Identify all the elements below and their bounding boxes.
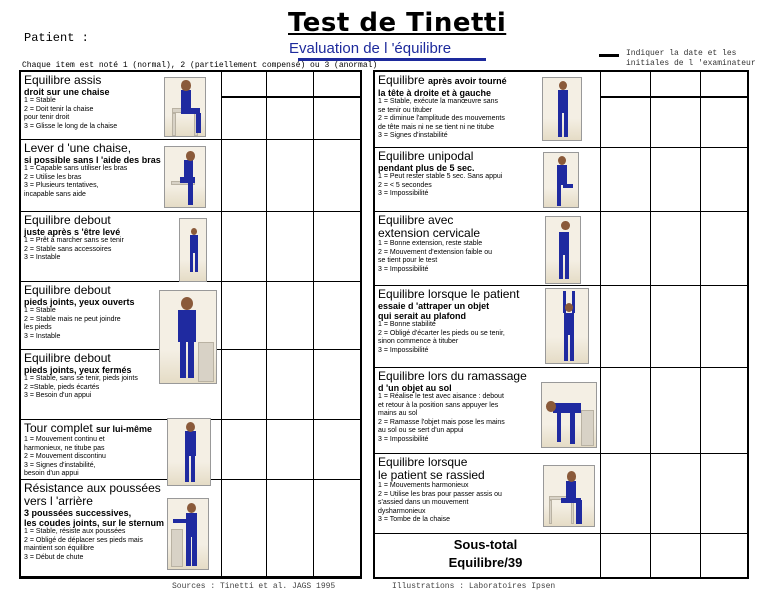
item-title-text: Equilibre debout: [24, 283, 111, 297]
scoring-scale-note: Chaque item est noté 1 (normal), 2 (partiellement compensé) ou 3 (anormal): [22, 61, 378, 70]
sitting-down-figure: [543, 465, 595, 527]
score-option: 1 = Mouvement continu et: [24, 436, 105, 443]
chair-shape: [198, 342, 214, 382]
patient-label: Patient :: [24, 31, 89, 45]
score-option: 3 = Instable: [24, 254, 61, 261]
score-option: 1 = Bonne extension, reste stable: [378, 240, 483, 247]
figure-body: [178, 310, 196, 342]
bending-figure: [541, 382, 597, 448]
score-option: 3 = Impossibilité: [378, 190, 429, 197]
figure-head: [181, 297, 193, 310]
item-title-text: Lever d 'une chaise,: [24, 141, 132, 155]
score-column-divider: [650, 72, 651, 577]
item-subtitle: pieds joints, yeux fermés: [24, 365, 132, 375]
score-option: 3 = Tombe de la chaise: [378, 516, 451, 523]
figure-head: [561, 221, 570, 230]
item-subtitle-line2: les coudes joints, sur le sternum: [24, 518, 165, 528]
figure-head: [558, 156, 566, 165]
item-title-line2: le patient se rassied: [378, 468, 485, 482]
chair-shape: [171, 529, 183, 567]
score-option: 3 = Signes d'instabilité,: [24, 461, 96, 469]
rising-figure: [164, 146, 206, 208]
figure-head: [186, 151, 195, 161]
seated-figure: [164, 77, 206, 137]
figure-head: [187, 503, 196, 513]
standing-figure: [179, 218, 207, 282]
figure-body: [191, 455, 195, 482]
figure-body: [190, 253, 193, 273]
figure-body: [180, 340, 186, 378]
item-subtitle: d 'un objet au sol: [378, 383, 452, 393]
chair-shape: [172, 113, 175, 136]
item-title-text: Equilibre debout: [24, 213, 111, 227]
subtotal-line2: Equilibre/39: [448, 555, 523, 570]
item-title-text: Equilibre lorsque le patient: [378, 287, 520, 301]
chair-shape: [571, 500, 574, 524]
score-option: 2 = Doit tenir la chaise: [24, 105, 94, 113]
score-option: 3 = Impossibilité: [378, 265, 429, 273]
score-option: 2 =Stable, pieds écartés: [24, 383, 100, 391]
score-option: 1 = Capable sans utiliser les bras: [24, 165, 128, 172]
left-assessment-table: [19, 70, 362, 579]
figure-body: [558, 90, 568, 113]
item-subtitle: si possible sans l 'aide des bras: [24, 155, 161, 165]
chair-shape: [581, 410, 594, 447]
item-title-text: Equilibre avec: [378, 213, 454, 227]
score-option: 1 = Réalise le test avec aisance : debout: [378, 393, 504, 400]
figure-body: [186, 536, 191, 566]
score-column-divider: [600, 72, 601, 577]
item-title-suffix: sur lui-même: [96, 424, 153, 434]
right-assessment-table: [373, 70, 749, 579]
score-column-divider: [221, 72, 222, 577]
item-title-text: Résistance aux poussées: [24, 481, 161, 495]
score-option: mains au sol: [378, 410, 418, 417]
score-option: 1 = Peut rester stable 5 sec. Sans appui: [378, 173, 503, 180]
score-option: 3 = Signes d'instabilité: [378, 132, 448, 139]
score-option: 2 = Mouvement discontinu: [24, 453, 106, 460]
item-subtitle: juste après s 'être levé: [24, 227, 121, 237]
figure-body: [185, 431, 196, 456]
legend-line-swatch: [599, 54, 619, 57]
figure-body: [190, 235, 198, 253]
score-option: 2 = Obligé de déplacer ses pieds mais: [24, 536, 143, 544]
score-option: et retour à la position sans appuyer les: [378, 401, 499, 409]
figure-body: [196, 113, 201, 134]
figure-body: [558, 112, 562, 137]
score-option: 3 = Besoin d'un appui: [24, 392, 92, 399]
score-option: 1 = Stable, sans se tenir, pieds joints: [24, 375, 138, 382]
neck-extension-figure: [545, 216, 581, 284]
one-leg-figure: [543, 152, 579, 208]
score-option: 2 = < 5 secondes: [378, 181, 432, 189]
figure-body: [195, 253, 198, 273]
subtotal-label: [378, 534, 593, 572]
score-option: 1 = Bonne stabilité: [378, 321, 436, 328]
page-title: Test de Tinetti: [288, 8, 507, 38]
score-option: de tête mais ni ne se tient ni ne titube: [378, 123, 494, 131]
score-option: 2 = diminue l'amplitude des mouvements: [378, 115, 505, 122]
score-option: harmonieux, ne titube pas: [24, 444, 105, 452]
score-option: 1 = Stable: [24, 307, 56, 314]
feet-together-figure: [159, 290, 217, 384]
score-option: pour tenir droit: [24, 114, 70, 121]
score-option: 1 = Stable: [24, 97, 56, 104]
score-option: 1 = Prêt à marcher sans se tenir: [24, 237, 124, 244]
figure-body: [564, 313, 574, 335]
figure-body: [570, 412, 575, 444]
figure-body: [564, 334, 568, 361]
figure-head: [546, 401, 556, 412]
figure-body: [188, 340, 194, 378]
item-title-text: Equilibre lors du ramassage: [378, 369, 527, 383]
header-thick-rule: [600, 96, 749, 98]
figure-body: [565, 254, 569, 280]
item-subtitle: droit sur une chaise: [24, 87, 110, 97]
figure-body: [557, 184, 561, 206]
examiner-legend: Indiquer la date et les initiales de l 'examinateur: [626, 49, 756, 68]
score-option: s'assied dans un mouvement: [378, 499, 469, 506]
item-title-line2: vers l 'arrière: [24, 494, 93, 508]
score-option: maintient son équilibre: [24, 545, 95, 552]
score-option: au sol ou se sert d'un appui: [378, 427, 464, 434]
score-option: 1 = Stable, résiste aux poussées: [24, 528, 126, 535]
score-option: 3 = Impossibilité: [378, 346, 429, 354]
figure-body: [564, 112, 568, 137]
figure-body: [576, 500, 581, 524]
illustrations-footer: Illustrations : Laboratoires Ipsen: [392, 582, 556, 591]
chair-shape: [549, 500, 552, 524]
figure-body: [557, 412, 561, 442]
item-title-line2: extension cervicale: [378, 226, 481, 240]
score-option: les pieds: [24, 324, 52, 331]
score-option: 2 = Utilise les bras pour passer assis ou: [378, 490, 502, 498]
figure-body: [173, 519, 187, 523]
score-option: se tient pour le test: [378, 257, 438, 264]
score-option: 3 = Instable: [24, 332, 61, 340]
score-option: 1 = Mouvements harmonieux: [378, 482, 469, 489]
item-title-text: Equilibre assis: [24, 73, 102, 87]
figure-body: [570, 334, 574, 361]
figure-body: [188, 181, 193, 205]
header-thick-rule: [221, 96, 362, 98]
score-option: 1 = Stable, exécute la manœuvre sans: [378, 98, 499, 105]
score-column-divider: [700, 72, 701, 577]
page-subtitle: Evaluation de l 'équilibre: [289, 40, 452, 57]
item-title-text: Equilibre lorsque: [378, 455, 468, 469]
score-option: 3 = Début de chute: [24, 553, 84, 561]
figure-body: [559, 232, 568, 255]
item-title-text: Equilibre debout: [24, 351, 111, 365]
score-option: 3 = Impossibilité: [378, 435, 429, 443]
score-option: 2 = Obligé d'écarter les pieds ou se tenir,: [378, 329, 505, 337]
figure-body: [192, 536, 197, 566]
reaching-up-figure: [545, 288, 589, 364]
score-option: besoin d'un appui: [24, 470, 79, 477]
item-subtitle: pieds joints, yeux ouverts: [24, 297, 135, 307]
pushed-figure: [167, 498, 209, 570]
score-option: 2 = Ramasse l'objet mais pose les mains: [378, 418, 505, 426]
subtotal-row: [375, 534, 747, 577]
item-title-text: Equilibre: [378, 73, 425, 87]
score-option: sinon commence à tituber: [378, 338, 459, 345]
sources-footer: Sources : Tinetti et al. JAGS 1995: [172, 582, 336, 591]
head-turn-figure: [542, 77, 582, 141]
figure-body: [186, 513, 197, 537]
item-title-text: Tour complet: [24, 421, 93, 435]
score-option: 2 = Utilise les bras: [24, 173, 82, 181]
figure-body: [185, 455, 189, 482]
item-subtitle: la tête à droite et à gauche: [378, 88, 492, 98]
item-title-text: Equilibre unipodal: [378, 149, 474, 163]
score-option: se tenir ou tituber: [378, 106, 433, 114]
turning-figure: [167, 418, 211, 486]
score-option: 2 = Stable sans accessoires: [24, 245, 112, 253]
figure-body: [559, 254, 563, 280]
figure-head: [565, 303, 573, 312]
score-option: 3 = Plusieurs tentatives,: [24, 182, 99, 189]
score-column-divider: [266, 72, 267, 577]
item-subtitle: pendant plus de 5 sec.: [378, 163, 475, 173]
subtotal-line1: Sous-total: [453, 537, 518, 552]
item-subtitle: essaie d 'attraper un objet: [378, 301, 490, 311]
item-subtitle-line2: qui serait au plafond: [378, 311, 467, 321]
item-title-suffix: après avoir tourné: [428, 76, 507, 86]
figure-body: [557, 165, 567, 185]
figure-body: [563, 184, 573, 188]
score-option: dysharmonieux: [378, 507, 426, 515]
score-column-divider: [313, 72, 314, 577]
score-option: 2 = Stable mais ne peut joindre: [24, 315, 121, 323]
score-option: 3 = Glisse le long de la chaise: [24, 122, 118, 130]
figure-head: [181, 80, 190, 90]
score-option: incapable sans aide: [24, 190, 86, 198]
item-subtitle: 3 poussées successives,: [24, 508, 132, 518]
score-option: 2 = Mouvement d'extension faible ou: [378, 248, 492, 256]
